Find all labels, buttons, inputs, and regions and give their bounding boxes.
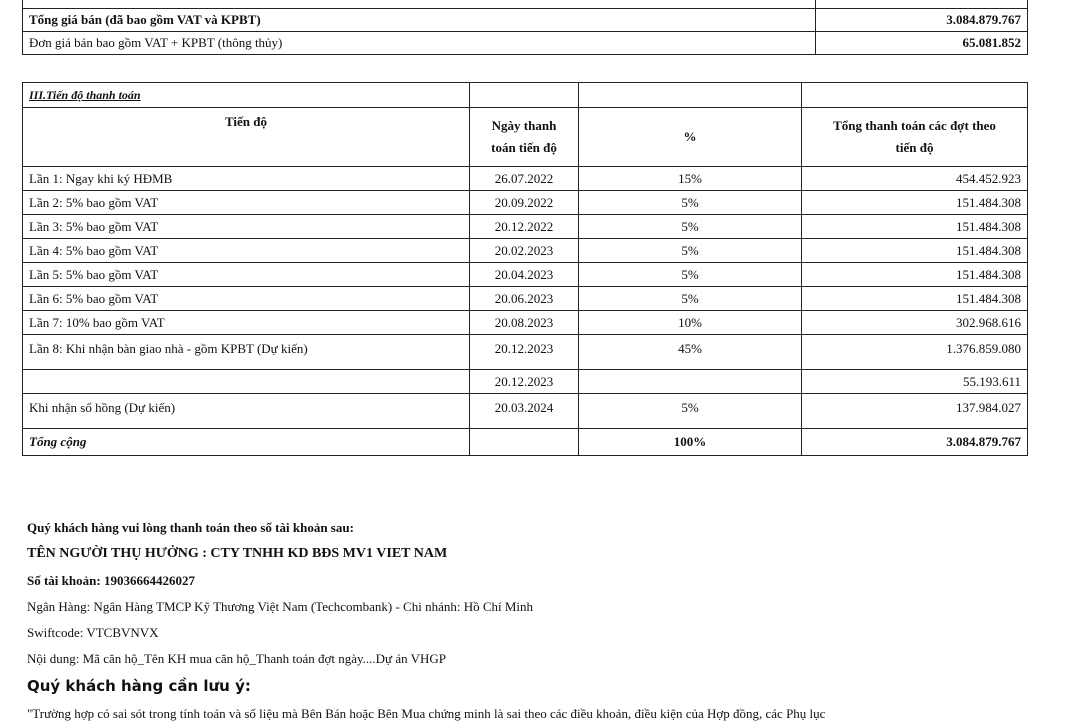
price-summary-table xyxy=(22,0,1028,55)
row-date: 26.07.2022 xyxy=(470,167,579,191)
row-amount: 151.484.308 xyxy=(802,263,1028,287)
row-date: 20.12.2023 xyxy=(470,370,579,394)
row-amount: 151.484.308 xyxy=(802,215,1028,239)
header-total xyxy=(802,108,1028,167)
empty-cell xyxy=(802,83,1028,108)
table-row xyxy=(23,167,1028,191)
row-amount: 55.193.611 xyxy=(802,370,1028,394)
row-label: Lần 2: 5% bao gồm VAT xyxy=(23,191,470,215)
summary-value: 3.084.879.767 xyxy=(816,9,1028,32)
row-percent: 5% xyxy=(579,263,802,287)
header-total-line1: Tổng thanh toán các đợt theo xyxy=(833,118,996,133)
account-number: Số tài khoản: 19036664426027 xyxy=(27,573,195,588)
row-label: Khi nhận sổ hồng (Dự kiến) xyxy=(23,394,470,429)
table-row xyxy=(23,239,1028,263)
row-date: 20.04.2023 xyxy=(470,263,579,287)
total-amount: 3.084.879.767 xyxy=(802,429,1028,456)
swift-code: Swiftcode: VTCBVNVX xyxy=(27,625,159,640)
row-label: Lần 8: Khi nhận bàn giao nhà - gồm KPBT (Dự kiến) xyxy=(23,335,470,370)
section-title-row xyxy=(23,83,1028,108)
row-amount: 151.484.308 xyxy=(802,239,1028,263)
row-date: 20.02.2023 xyxy=(470,239,579,263)
table-row xyxy=(23,191,1028,215)
row-percent: 5% xyxy=(579,215,802,239)
row-label: Lần 3: 5% bao gồm VAT xyxy=(23,215,470,239)
table-row xyxy=(23,215,1028,239)
row-label xyxy=(23,370,470,394)
notice-text: "Trường hợp có sai sót trong tính toán và số liệu mà Bên Bán hoặc Bên Mua chứng minh là sai theo các điều khoản, điều kiện của Hợp đồng, các Phụ lục xyxy=(27,706,826,721)
table-row xyxy=(23,9,1028,32)
transfer-content: Nội dung: Mã căn hộ_Tên KH mua căn hộ_Thanh toán đợt ngày....Dự án VHGP xyxy=(27,651,447,666)
total-label: Tổng cộng xyxy=(23,429,470,456)
row-label: Lần 6: 5% bao gồm VAT xyxy=(23,287,470,311)
bank-name: Ngân Hàng: Ngân Hàng TMCP Kỹ Thương Việt Nam (Techcombank) - Chi nhánh: Hồ Chí Minh xyxy=(27,599,534,614)
row-label: Lần 4: 5% bao gồm VAT xyxy=(23,239,470,263)
row-date: 20.12.2023 xyxy=(470,335,579,370)
header-row xyxy=(23,108,1028,167)
table-row xyxy=(23,32,1028,55)
table-row xyxy=(23,335,1028,370)
header-date-line1: Ngày thanh xyxy=(491,118,557,133)
empty-cell xyxy=(470,83,579,108)
table-row xyxy=(23,311,1028,335)
table-row xyxy=(23,370,1028,394)
payment-instruction: Quý khách hàng vui lòng thanh toán theo số tài khoản sau: xyxy=(27,520,354,535)
row-amount: 151.484.308 xyxy=(802,191,1028,215)
header-total-line2: tiến độ xyxy=(895,140,934,155)
summary-label: Đơn giá bán bao gồm VAT + KPBT (thông thủy) xyxy=(23,32,816,55)
row-date: 20.08.2023 xyxy=(470,311,579,335)
empty-cell xyxy=(579,83,802,108)
header-progress: Tiến độ xyxy=(23,108,470,167)
header-date-line2: toán tiến độ xyxy=(491,140,557,155)
row-percent xyxy=(579,370,802,394)
row-amount: 302.968.616 xyxy=(802,311,1028,335)
table-row xyxy=(23,394,1028,429)
row-percent: 15% xyxy=(579,167,802,191)
summary-value: 65.081.852 xyxy=(816,32,1028,55)
row-date: 20.03.2024 xyxy=(470,394,579,429)
row-percent: 5% xyxy=(579,191,802,215)
row-amount: 1.376.859.080 xyxy=(802,335,1028,370)
summary-value xyxy=(816,0,1028,9)
section-title: III.Tiến độ thanh toán xyxy=(23,83,470,108)
row-amount: 137.984.027 xyxy=(802,394,1028,429)
row-percent: 5% xyxy=(579,394,802,429)
row-date: 20.09.2022 xyxy=(470,191,579,215)
summary-label xyxy=(23,0,816,9)
payment-schedule-table xyxy=(22,82,1028,456)
row-label: Lần 7: 10% bao gồm VAT xyxy=(23,311,470,335)
total-row xyxy=(23,429,1028,456)
total-percent: 100% xyxy=(579,429,802,456)
summary-label: Tổng giá bán (đã bao gồm VAT và KPBT) xyxy=(23,9,816,32)
table-row xyxy=(23,263,1028,287)
beneficiary-name: TÊN NGƯỜI THỤ HƯỞNG : CTY TNHH KD BĐS MV1 VIET NAM xyxy=(27,546,448,561)
total-date xyxy=(470,429,579,456)
notice-title: Quý khách hàng cần lưu ý: xyxy=(27,677,251,695)
row-date: 20.12.2022 xyxy=(470,215,579,239)
header-percent: % xyxy=(579,108,802,167)
row-percent: 10% xyxy=(579,311,802,335)
row-label: Lần 5: 5% bao gồm VAT xyxy=(23,263,470,287)
row-label: Lần 1: Ngay khi ký HĐMB xyxy=(23,167,470,191)
table-row xyxy=(23,0,1028,9)
header-date xyxy=(470,108,579,167)
row-percent: 45% xyxy=(579,335,802,370)
row-percent: 5% xyxy=(579,239,802,263)
row-date: 20.06.2023 xyxy=(470,287,579,311)
row-percent: 5% xyxy=(579,287,802,311)
row-amount: 151.484.308 xyxy=(802,287,1028,311)
row-amount: 454.452.923 xyxy=(802,167,1028,191)
table-row xyxy=(23,287,1028,311)
